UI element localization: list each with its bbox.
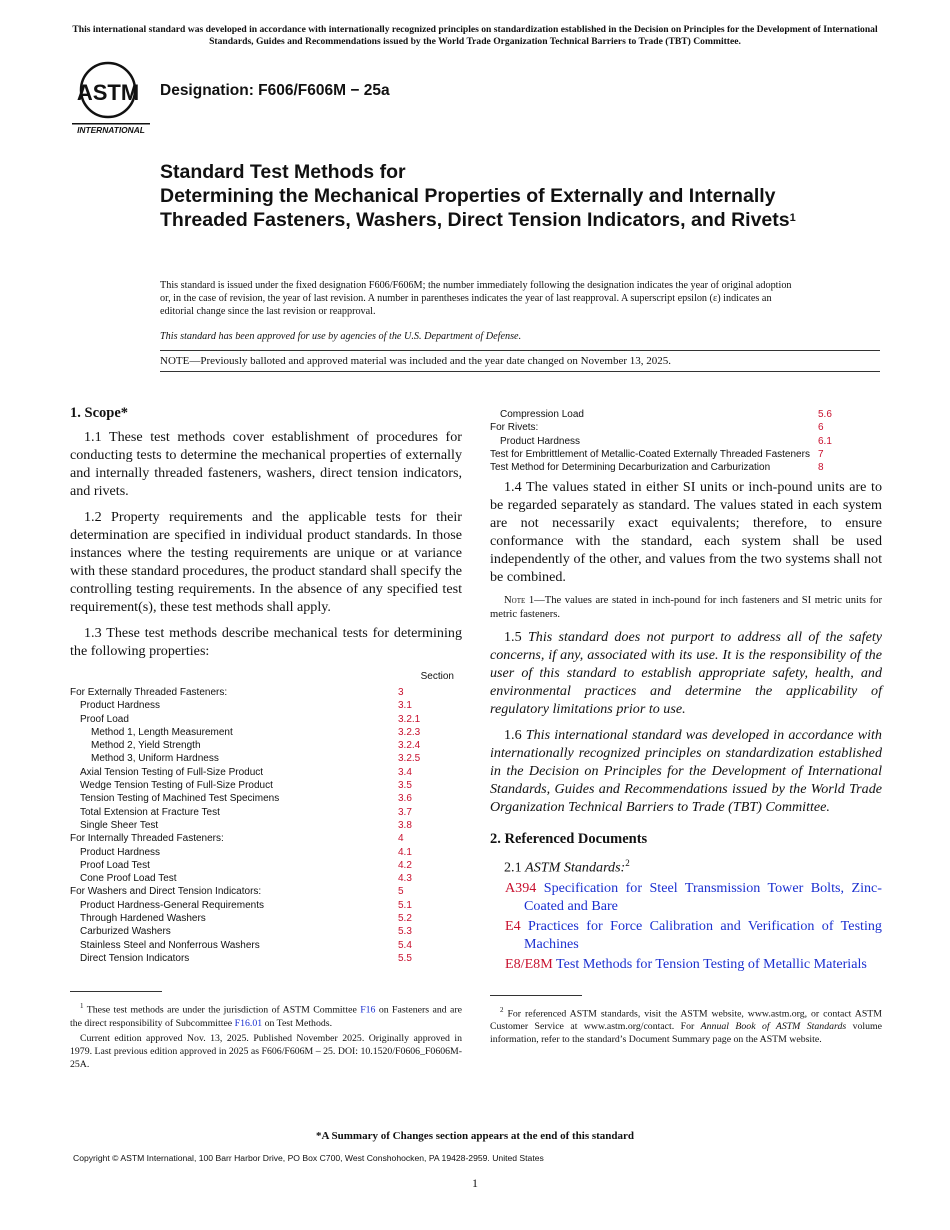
toc-row: [70, 806, 462, 819]
astm-logo: [70, 60, 154, 136]
toc-row: [70, 752, 462, 765]
toc-section-link[interactable]: 3: [398, 687, 404, 698]
toc-label: Compression Load: [500, 409, 584, 420]
toc-label: Proof Load Test: [80, 859, 150, 871]
footnote-divider: [490, 995, 582, 996]
ballot-note: NOTE—Previously balloted and approved material was included and the year date changed on November 13, 2025.: [160, 355, 672, 367]
toc-row: [70, 726, 462, 739]
toc-label: Method 3, Uniform Hardness: [91, 753, 219, 765]
toc-section-link[interactable]: 5.6: [818, 409, 832, 420]
toc-table-left: [70, 686, 462, 965]
toc-row: [70, 819, 462, 832]
toc-row: [70, 885, 462, 898]
toc-row: [70, 832, 462, 845]
toc-row: [70, 899, 462, 912]
toc-section-link[interactable]: 8: [818, 462, 824, 474]
toc-row: [490, 461, 882, 474]
toc-section-link[interactable]: 3.7: [398, 806, 412, 818]
toc-label: For Externally Threaded Fasteners:: [70, 687, 228, 698]
reference-item: [490, 879, 882, 915]
summary-of-changes-note: *A Summary of Changes section appears at the end of this standard: [315, 1130, 635, 1142]
edition-note: Current edition approved Nov. 13, 2025. Published November 2025. Originally approved in 1979. Last previous edition approved in 2025 as F606/F606M – 25. DOI: 10.1520/F0606_F0606M-25A.: [70, 1032, 462, 1070]
footnote-2: $^2$ For referenced ASTM standards, visit the ASTM website, www.astm.org, or contact ASTM Customer Service at www.astm.org/contact. For Annual Book of ASTM Standards volume information, refer to the standard’s Document Summary page on the ASTM website.: [490, 1006, 883, 1046]
reference-title-link[interactable]: Test Methods for Tension Testing of Metallic Materials: [556, 956, 867, 973]
toc-section-link[interactable]: 3.2.3: [398, 726, 421, 738]
title-line-1: Standard Test Methods for: [160, 161, 406, 183]
title-line-2: [160, 184, 800, 232]
reference-title-link[interactable]: Specification for Steel Transmission Tower Bolts, Zinc-Coated and Bare: [524, 880, 882, 915]
toc-section-link[interactable]: 3.8: [398, 819, 412, 831]
toc-label: For Washers and Direct Tension Indicators:: [70, 886, 262, 898]
toc-label: Proof Load: [80, 713, 129, 725]
toc-section-link[interactable]: 3.6: [398, 793, 412, 805]
reference-title-link[interactable]: Practices for Force Calibration and Verification of Testing Machines: [524, 918, 882, 953]
toc-section-link[interactable]: 3.4: [398, 766, 412, 778]
footnote-2-mark: 2: [500, 1006, 504, 1015]
toc-label: Wedge Tension Testing of Full-Size Product: [80, 780, 273, 792]
toc-row: [70, 939, 462, 952]
toc-row: [70, 952, 462, 965]
toc-label: Product Hardness-General Requirements: [80, 899, 264, 911]
toc-section-link[interactable]: 3.2.5: [398, 753, 421, 765]
divider: [160, 350, 880, 351]
toc-row: [490, 435, 882, 448]
reference-code-link[interactable]: E4: [505, 918, 521, 935]
dod-note: This standard has been approved for use by agencies of the U.S. Department of Defense.: [160, 331, 522, 342]
toc-label: Test for Embrittlement of Metallic-Coated Externally Threaded Fasteners: [490, 448, 810, 460]
reference-code-link[interactable]: E8/E8M: [505, 956, 553, 973]
toc-label: For Internally Threaded Fasteners:: [70, 833, 224, 845]
astm-logo-icon: [70, 60, 154, 136]
logo-sub-text: INTERNATIONAL: [77, 125, 145, 135]
toc-section-link[interactable]: 3.2.4: [398, 740, 421, 752]
document-title: [160, 160, 800, 232]
toc-row: [70, 912, 462, 925]
toc-section-header: Section: [420, 671, 454, 682]
note-1-label: Note 1: [504, 595, 535, 607]
toc-section-link[interactable]: 5.3: [398, 926, 412, 938]
link-f16[interactable]: F16: [360, 1004, 376, 1016]
toc-row: [490, 421, 882, 434]
astm-standards-subheading: 2.1 ASTM Standards:$^2$: [504, 858, 630, 877]
link-f16-01[interactable]: F16.01: [234, 1017, 263, 1029]
title-main: Determining the Mechanical Properties of Externally and Internally Threaded Fasteners, Washers, Direct Tension Indicators, and Rivets: [160, 185, 790, 231]
toc-label: Carburized Washers: [80, 926, 171, 938]
note-1: Note 1—The values are stated in inch-pound for inch fasteners and SI metric units for metric fasteners.: [490, 595, 882, 621]
toc-section-link[interactable]: 5.4: [398, 939, 412, 951]
toc-label: Single Sheer Test: [80, 819, 159, 831]
toc-section-link[interactable]: 3.2.1: [398, 713, 421, 725]
toc-row: [70, 872, 462, 885]
reference-item: [490, 955, 882, 973]
toc-section-link[interactable]: 6: [818, 422, 824, 434]
toc-label: Cone Proof Load Test: [80, 873, 177, 885]
toc-label: Product Hardness: [80, 700, 161, 712]
toc-section-link[interactable]: 6.1: [818, 435, 832, 447]
toc-section-link[interactable]: 4.2: [398, 859, 412, 871]
toc-row: [70, 846, 462, 859]
footnote-1: $^1$ These test methods are under the jurisdiction of ASTM Committee F16 on Fasteners and are the direct responsibility of Subcommittee F16.01 on Test Methods.: [70, 1002, 462, 1029]
issue-note: This standard is issued under the fixed designation F606/F606M; the number immediately following the designation indicates the year of original adoption or, in the case of revision, the year of last revision. A number in parentheses indicates the year of last reapproval. A superscript epsilon (ε) indicates an editorial change since the last revision or reapproval.: [160, 280, 792, 318]
left-column: [70, 404, 462, 1073]
toc-section-link[interactable]: 7: [818, 448, 824, 460]
paragraph-1-4: 1.4 The values stated in either SI units or inch-pound units are to be regarded separately as standard. The values stated in each system are not necessarily exact equivalents; therefore, to ensure conformance with the standard, each system shall be used independently of the other, and values from the two systems shall not be combined.: [490, 479, 882, 586]
toc-row: [70, 766, 462, 779]
toc-row: [70, 739, 462, 752]
toc-row: [70, 925, 462, 938]
toc-row: [70, 713, 462, 726]
footnote-divider: [70, 991, 162, 992]
logo-org-text: ASTM: [76, 80, 140, 105]
toc-section-link[interactable]: 4.1: [398, 846, 412, 858]
paragraph-1-3: 1.3 These test methods describe mechanical tests for determining the following properties:: [70, 625, 462, 659]
toc-label: Method 1, Length Measurement: [91, 726, 233, 738]
toc-row: [70, 686, 462, 699]
toc-label: Direct Tension Indicators: [80, 952, 190, 964]
referenced-docs-heading: 2. Referenced Documents: [490, 831, 648, 848]
toc-label: Tension Testing of Machined Test Specimens: [80, 793, 280, 805]
top-notice: This international standard was developed in accordance with internationally recognized principles on standardization established in the Decision on Principles for the Development of International Standards, Guides and Recommendations issued by the World Trade Organization Technical Barriers to Trade (TBT) Committee.: [72, 24, 878, 47]
paragraph-1-1: 1.1 These test methods cover establishment of procedures for conducting tests to determine the mechanical properties of externally and internally threaded fasteners, washers, direct tension indicators, and rivets.: [70, 429, 462, 499]
toc-table-right: [490, 408, 882, 474]
toc-row: [490, 408, 882, 421]
toc-label: For Rivets:: [490, 422, 539, 434]
toc-label: Test Method for Determining Decarburization and Carburization: [490, 462, 771, 474]
toc-row: [70, 699, 462, 712]
toc-label: Product Hardness: [500, 435, 581, 447]
toc-row: [70, 792, 462, 805]
toc-label: Product Hardness: [80, 846, 161, 858]
toc-section-link[interactable]: 4: [398, 833, 404, 845]
toc-section-link[interactable]: 5.1: [398, 899, 412, 911]
toc-section-link[interactable]: 4.3: [398, 873, 412, 885]
reference-item: [490, 917, 882, 953]
paragraph-1-6: 1.6 This international standard was developed in accordance with internationally recognized principles on standardization established in the Decision on Principles for the Development of International Standards, Guides and Recommendations issued by the World Trade Organization Technical Barriers to Trade (TBT) Committee.: [490, 727, 882, 816]
toc-section-link[interactable]: 5.2: [398, 913, 412, 925]
scope-heading: 1. Scope*: [70, 405, 128, 421]
right-column: [490, 408, 882, 1048]
toc-label: Through Hardened Washers: [80, 913, 206, 925]
toc-row: [70, 779, 462, 792]
toc-label: Method 2, Yield Strength: [91, 740, 201, 752]
reference-list: [490, 879, 882, 973]
paragraph-1-2: 1.2 Property requirements and the applicable tests for their determination are specified in individual product standards. In those instances where the testing requirements are unique or at variance with these standard procedures, the product standard shall specify the controlling testing requirements. In the absence of any specified test requirement(s), these test methods shall apply.: [70, 509, 462, 615]
page-number: 1: [472, 1176, 478, 1190]
title-footnote-mark: 1: [789, 212, 796, 224]
reference-code-link[interactable]: A394: [505, 880, 537, 897]
toc-section-link[interactable]: 3.1: [398, 700, 412, 712]
toc-section-link[interactable]: 5: [398, 886, 404, 898]
divider: [160, 371, 880, 372]
toc-label: Axial Tension Testing of Full-Size Product: [80, 766, 264, 778]
copyright: Copyright © ASTM International, 100 Barr Harbor Drive, PO Box C700, West Conshohocken, PA 19428-2959. United States: [73, 1153, 544, 1163]
toc-row: [70, 859, 462, 872]
toc-section-link[interactable]: 3.5: [398, 780, 412, 792]
paragraph-1-5: 1.5 This standard does not purport to address all of the safety concerns, if any, associated with its use. It is the responsibility of the user of this standard to establish appropriate safety, health, and environmental practices and determine the applicability of regulatory limitations prior to use.: [490, 629, 882, 718]
designation: Designation: F606/F606M − 25a: [160, 82, 390, 99]
footnote-1-mark: 1: [80, 1002, 84, 1011]
toc-label: Total Extension at Fracture Test: [80, 806, 220, 818]
toc-section-link[interactable]: 5.5: [398, 952, 412, 964]
toc-row: [490, 448, 882, 461]
toc-label: Stainless Steel and Nonferrous Washers: [80, 939, 260, 951]
